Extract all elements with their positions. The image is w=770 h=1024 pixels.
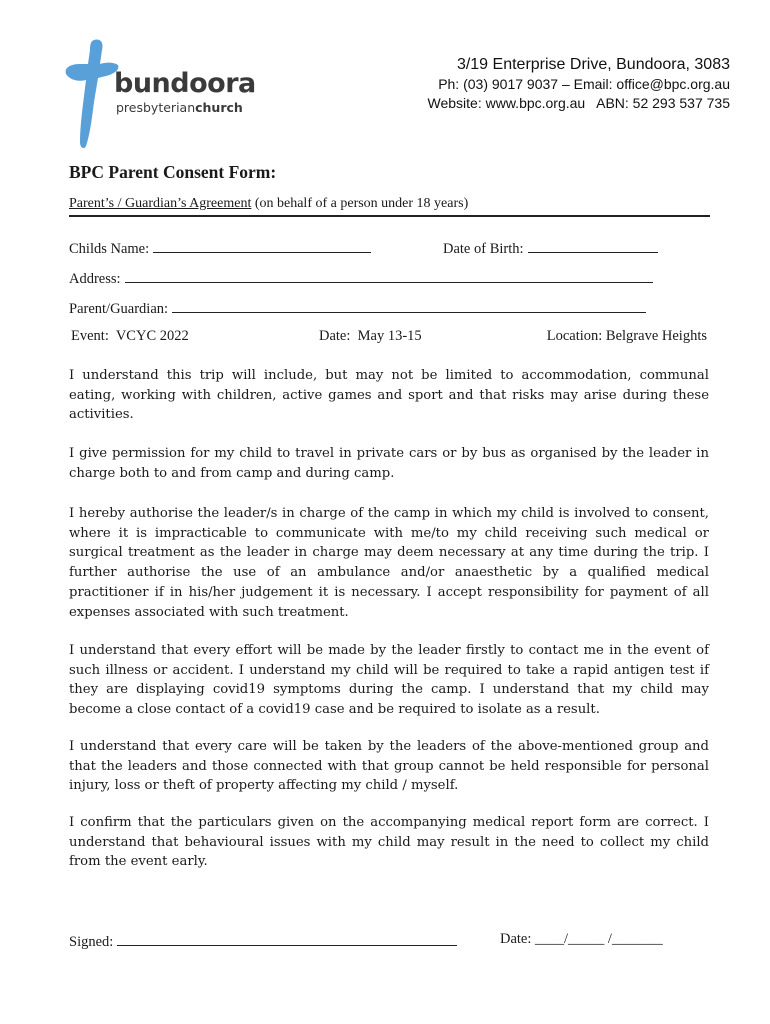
child-name-label: Childs Name: bbox=[69, 241, 150, 257]
signature-line[interactable] bbox=[117, 931, 457, 946]
dob-line[interactable] bbox=[528, 238, 658, 253]
church-address: 3/19 Enterprise Drive, Bundoora, 3083 bbox=[456, 56, 730, 73]
child-name-line[interactable] bbox=[153, 238, 371, 253]
contact-block bbox=[428, 55, 730, 113]
signature-date-label: Date: bbox=[500, 931, 532, 947]
parent-label: Parent/Guardian: bbox=[69, 301, 169, 317]
logo-wordmark: bundoora bbox=[114, 68, 256, 99]
parent-field bbox=[69, 298, 646, 318]
child-name-field bbox=[69, 238, 371, 258]
parent-line[interactable] bbox=[172, 298, 646, 313]
address-label: Address: bbox=[69, 271, 121, 287]
signature-date-field bbox=[500, 931, 663, 948]
paragraph-covid: I understand that every effort will be made by the leader firstly to contact me in the event of such illness or accident. I understand my child will be required to take a rapid antigen test if they are displaying covid19 symptoms during the camp. I understand that my child may become a close contact of a covid19 case and be required to isolate as a result. bbox=[69, 643, 709, 718]
website-abn: Website: www.bpc.org.au ABN: 52 293 537 735 bbox=[427, 95, 730, 111]
event-location: Location: Belgrave Heights bbox=[546, 328, 707, 344]
paragraph-liability: I understand that every care will be taken by the leaders of the above-mentioned group and that the leaders and those connected with that group cannot be held responsible for personal injury, loss or theft of property affecting my child / myself. bbox=[69, 739, 709, 794]
form-title: BPC Parent Consent Form: bbox=[69, 162, 277, 182]
signed-label: Signed: bbox=[69, 934, 114, 950]
address-line[interactable] bbox=[125, 268, 653, 283]
phone-email: Ph: (03) 9017 9037 – Email: office@bpc.org.au bbox=[438, 76, 730, 92]
address-field bbox=[69, 268, 653, 288]
paragraph-transport: I give permission for my child to travel in private cars or by bus as organised by the leader in charge both to and from camp and during camp. bbox=[69, 446, 709, 481]
signature-field bbox=[69, 931, 457, 951]
church-logo bbox=[60, 38, 270, 150]
dob-label: Date of Birth: bbox=[443, 241, 524, 257]
agreement-heading: Parent’s / Guardian’s Agreement (on behalf of a person under 18 years) bbox=[69, 196, 710, 217]
cross-icon bbox=[60, 38, 120, 150]
paragraph-risks: I understand this trip will include, but may not be limited to accommodation, communal eating, working with children, active games and sport and that risks may arise during these activities. bbox=[69, 368, 709, 423]
event-date: Date: May 13-15 bbox=[319, 328, 422, 344]
logo-subtitle: presbyterianchurch bbox=[116, 100, 243, 115]
paragraph-medical: I hereby authorise the leader/s in charge of the camp in which my child is involved to consent, where it is impracticable to communicate with me/to my child receiving such medical or surgical treatment as the leader in charge may deem necessary at any time during the trip. I further authorise the use of an ambulance and/or anaesthetic by a qualified medical practitioner if in his/her judgement it is necessary. I accept responsibility for payment of all expenses associated with such treatment. bbox=[69, 506, 709, 620]
event-info: Event: VCYC 2022 bbox=[71, 328, 189, 344]
dob-field bbox=[443, 238, 658, 258]
paragraph-confirm: I confirm that the particulars given on the accompanying medical report form are correct. I understand that behavioural issues with my child may result in the need to collect my child from the event early. bbox=[69, 815, 709, 870]
signature-date-blank[interactable]: ____/_____ /_______ bbox=[535, 931, 663, 947]
